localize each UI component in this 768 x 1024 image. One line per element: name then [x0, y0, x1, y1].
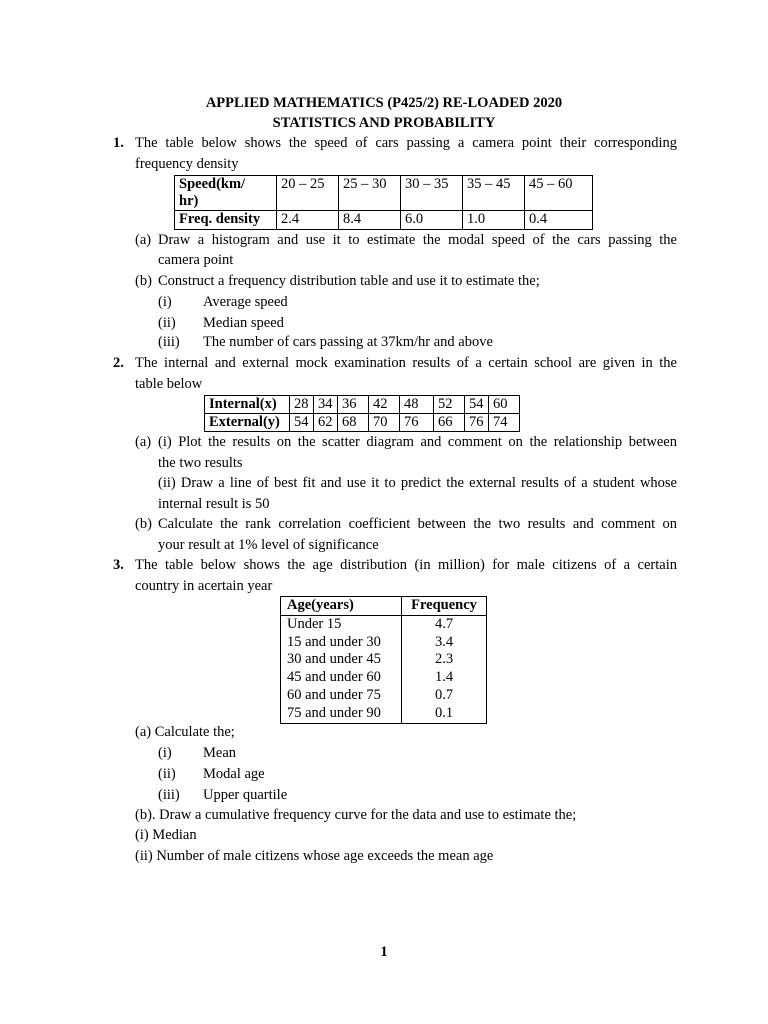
- page-number: 1: [380, 944, 388, 960]
- age-column-header: Age(years): [281, 597, 402, 616]
- question-2-number: 2.: [113, 355, 124, 371]
- table-row: [281, 687, 487, 705]
- table-row: [281, 669, 487, 687]
- density-cell: 2.4: [277, 211, 339, 230]
- speed-header-line1: Speed(km/: [179, 176, 246, 192]
- q1-sub-text: Median speed: [203, 315, 284, 331]
- age-cell: 30 and under 45: [281, 651, 402, 669]
- age-cell: 60 and under 75: [281, 687, 402, 705]
- frequency-column-header: Frequency: [402, 597, 487, 616]
- age-cell: 15 and under 30: [281, 634, 402, 652]
- density-header-cell: Freq. density: [175, 211, 277, 230]
- q2-part-b-line1: Calculate the rank correlation coefficient between the two results and comment on: [158, 516, 677, 532]
- external-cell: 54: [290, 414, 314, 432]
- density-cell: 0.4: [525, 211, 593, 230]
- internal-cell: 60: [489, 396, 520, 414]
- q2-part-a-line3: (ii) Draw a line of best fit and use it to predict the external results of a student whose: [158, 475, 677, 491]
- q3-sub-text: Upper quartile: [203, 787, 288, 803]
- table-row: [281, 651, 487, 669]
- frequency-cell: 0.7: [402, 687, 487, 705]
- frequency-cell: 4.7: [402, 615, 487, 633]
- speed-table: [174, 175, 593, 230]
- speed-header-cell: [175, 176, 277, 211]
- q1-sub-num: (ii): [158, 315, 176, 331]
- external-cell: 62: [314, 414, 338, 432]
- q2-part-a-line2: the two results: [158, 455, 243, 471]
- q1-sub-num: (i): [158, 294, 172, 310]
- q3-part-b-i: (i) Median: [135, 827, 197, 843]
- external-cell: 76: [400, 414, 434, 432]
- table-row: [175, 211, 593, 230]
- question-3-text-line2: country in acertain year: [135, 578, 273, 594]
- internal-cell: 48: [400, 396, 434, 414]
- speed-header-line2: hr): [179, 193, 199, 209]
- internal-cell: 42: [369, 396, 400, 414]
- q3-part-b-ii: (ii) Number of male citizens whose age exceeds the mean age: [135, 848, 494, 864]
- frequency-cell: 3.4: [402, 634, 487, 652]
- table-row: [281, 705, 487, 723]
- internal-cell: 28: [290, 396, 314, 414]
- internal-cell: 54: [465, 396, 489, 414]
- q3-part-b-line: (b). Draw a cumulative frequency curve for the data and use to estimate the;: [135, 807, 577, 823]
- question-1-text-line1: The table below shows the speed of cars passing a camera point their corresponding: [135, 135, 677, 151]
- age-distribution-table: [280, 596, 487, 724]
- q3-sub-num: (i): [158, 745, 172, 761]
- external-cell: 68: [338, 414, 369, 432]
- internal-cell: 52: [434, 396, 465, 414]
- q1-sub-text: Average speed: [203, 294, 288, 310]
- external-cell: 66: [434, 414, 465, 432]
- q2-part-a-line1: (i) Plot the results on the scatter diagram and comment on the relationship between: [158, 434, 677, 450]
- speed-cell: 20 – 25: [277, 176, 339, 211]
- q1-sub-num: (iii): [158, 334, 180, 350]
- internal-cell: 36: [338, 396, 369, 414]
- exam-results-table: [204, 395, 520, 432]
- q1-part-a-label: (a): [135, 232, 152, 248]
- q2-part-a-line4: internal result is 50: [158, 496, 270, 512]
- internal-cell: 34: [314, 396, 338, 414]
- table-row: [281, 634, 487, 652]
- external-cell: 74: [489, 414, 520, 432]
- internal-header-cell: Internal(x): [205, 396, 290, 414]
- age-cell: Under 15: [281, 615, 402, 633]
- q3-sub-num: (ii): [158, 766, 176, 782]
- density-cell: 6.0: [401, 211, 463, 230]
- question-2-text-line1: The internal and external mock examination results of a certain school are given in the: [135, 355, 677, 371]
- question-1-number: 1.: [113, 135, 124, 151]
- document-title: APPLIED MATHEMATICS (P425/2) RE-LOADED 2020: [205, 95, 563, 111]
- table-row: [205, 414, 520, 432]
- document-subtitle: STATISTICS AND PROBABILITY: [272, 115, 496, 131]
- speed-cell: 45 – 60: [525, 176, 593, 211]
- table-row: [175, 176, 593, 211]
- q3-part-a-line: (a) Calculate the;: [135, 724, 235, 740]
- q1-part-b-label: (b): [135, 273, 152, 289]
- frequency-cell: 1.4: [402, 669, 487, 687]
- external-cell: 70: [369, 414, 400, 432]
- q1-part-a-line1: Draw a histogram and use it to estimate the modal speed of the cars passing the: [158, 232, 677, 248]
- age-cell: 45 and under 60: [281, 669, 402, 687]
- frequency-cell: 0.1: [402, 705, 487, 723]
- question-3-number: 3.: [113, 557, 124, 573]
- external-header-cell: External(y): [205, 414, 290, 432]
- speed-cell: 30 – 35: [401, 176, 463, 211]
- q2-part-b-line2: your result at 1% level of significance: [158, 537, 379, 553]
- q3-sub-num: (iii): [158, 787, 180, 803]
- q1-sub-text: The number of cars passing at 37km/hr and above: [203, 334, 493, 350]
- density-cell: 8.4: [339, 211, 401, 230]
- question-1-text-line2: frequency density: [135, 156, 239, 172]
- table-row: [281, 615, 487, 633]
- q1-part-a-line2: camera point: [158, 252, 234, 268]
- q3-sub-text: Modal age: [203, 766, 265, 782]
- question-3-text-line1: The table below shows the age distribution (in million) for male citizens of a certain: [135, 557, 677, 573]
- table-row: [205, 396, 520, 414]
- q1-part-b-line1: Construct a frequency distribution table and use it to estimate the;: [158, 273, 540, 289]
- q2-part-b-label: (b): [135, 516, 152, 532]
- q3-sub-text: Mean: [203, 745, 237, 761]
- frequency-cell: 2.3: [402, 651, 487, 669]
- q2-part-a-label: (a): [135, 434, 152, 450]
- speed-cell: 25 – 30: [339, 176, 401, 211]
- density-cell: 1.0: [463, 211, 525, 230]
- external-cell: 76: [465, 414, 489, 432]
- age-cell: 75 and under 90: [281, 705, 402, 723]
- table-row: [281, 597, 487, 616]
- speed-cell: 35 – 45: [463, 176, 525, 211]
- question-2-text-line2: table below: [135, 376, 203, 392]
